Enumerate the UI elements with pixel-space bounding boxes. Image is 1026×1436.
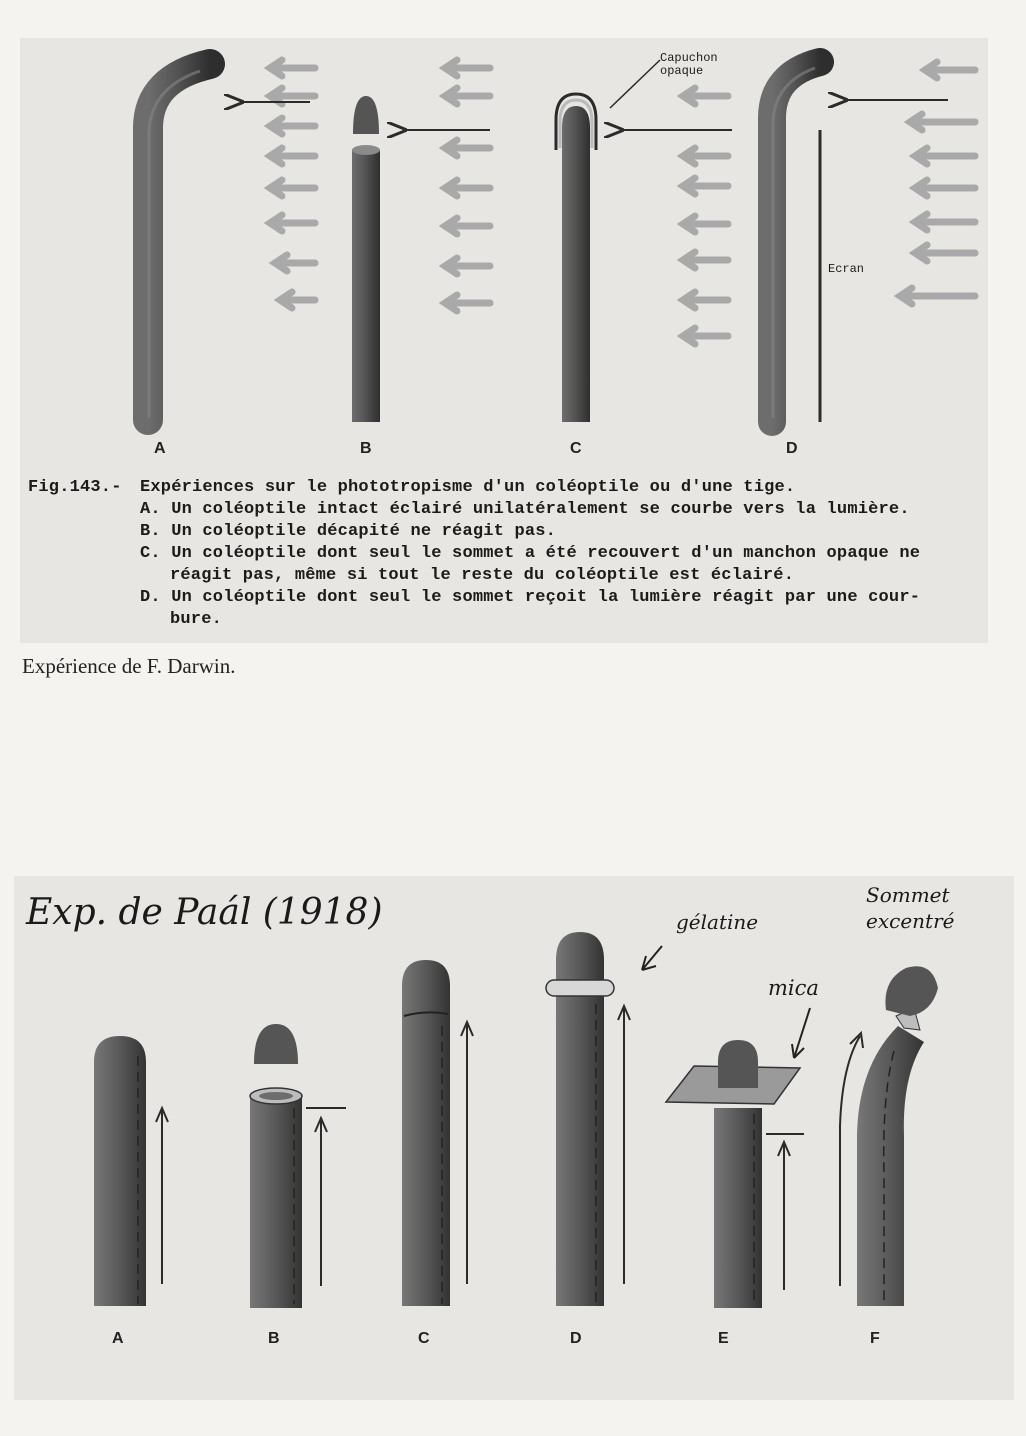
darwin-stem-a: [148, 64, 210, 420]
darwin-figure: [20, 38, 988, 643]
darwin-light-arrows-a: [270, 60, 315, 308]
paal-apex-annotation: [866, 882, 954, 934]
paal-growth-arrow-d: [618, 1006, 630, 1284]
darwin-light-arrows-d: [900, 62, 975, 304]
paal-apex-annotation-line1: Sommet: [866, 883, 950, 907]
paal-stem-a: [94, 1036, 146, 1306]
paal-mica-pointer: [792, 1008, 810, 1058]
paal-title: Exp. de Paál (1918): [26, 892, 383, 933]
darwin-item-c: C. Un coléoptile dont seul le sommet a été recouvert d'un manchon opaque ne: [140, 544, 921, 563]
paal-growth-arrow-b: [306, 1108, 346, 1286]
darwin-fig-number: Fig.143.-: [28, 478, 122, 497]
paal-label-c: C: [418, 1330, 430, 1347]
darwin-cap-annotation-line2: opaque: [660, 64, 704, 78]
darwin-item-d-cont: bure.: [170, 610, 223, 629]
paal-stem-e: [666, 1040, 800, 1308]
paal-label-b: B: [268, 1330, 280, 1347]
darwin-item-a: A. Un coléoptile intact éclairé unilatéralement se courbe vers la lumière.: [140, 500, 910, 519]
darwin-label-a: A: [154, 440, 166, 457]
darwin-item-d: D. Un coléoptile dont seul le sommet reçoit la lumière réagit par une cour-: [140, 588, 921, 607]
paal-stem-d: [546, 932, 614, 1306]
darwin-cap-annotation-line1: Capuchon: [660, 51, 718, 65]
darwin-screen-annotation: Ecran: [828, 262, 865, 276]
darwin-cap-annotation: [660, 52, 718, 78]
darwin-light-arrows-c: [683, 88, 728, 344]
darwin-stem-c: [556, 94, 596, 422]
figure-caption: Expérience de F. Darwin.: [22, 654, 236, 678]
darwin-label-b: B: [360, 440, 372, 457]
darwin-cap-pointer: [610, 60, 660, 108]
darwin-fig-title: Expériences sur le phototropisme d'un coléoptile ou d'une tige.: [140, 478, 796, 497]
darwin-item-c-cont: réagit pas, même si tout le reste du coléoptile est éclairé.: [170, 566, 795, 585]
darwin-stem-b: [352, 96, 380, 422]
paal-growth-arrow-a: [156, 1108, 168, 1284]
paal-stem-f: [857, 966, 938, 1306]
paal-gelatin-pointer: [642, 946, 662, 970]
paal-label-a: A: [112, 1330, 124, 1347]
paal-label-d: D: [570, 1330, 582, 1347]
darwin-light-arrows-b: [445, 60, 490, 311]
paal-mica-annotation: mica: [768, 976, 819, 1000]
paal-stem-b: [250, 1024, 302, 1308]
paal-apex-annotation-line2: excentré: [866, 909, 955, 933]
paal-stem-c: [402, 960, 450, 1306]
paal-growth-arrow-e: [766, 1134, 804, 1290]
paal-gelatin-annotation: gélatine: [676, 910, 759, 934]
paal-drawing: [14, 876, 1014, 1400]
paal-growth-arrow-c: [461, 1022, 473, 1284]
darwin-item-b: B. Un coléoptile décapité ne réagit pas.: [140, 522, 557, 541]
paal-figure: [14, 876, 1014, 1400]
paal-label-e: E: [718, 1330, 729, 1347]
darwin-label-c: C: [570, 440, 582, 457]
darwin-stem-d: [772, 62, 820, 422]
paal-label-f: F: [870, 1330, 880, 1347]
darwin-label-d: D: [786, 440, 798, 457]
